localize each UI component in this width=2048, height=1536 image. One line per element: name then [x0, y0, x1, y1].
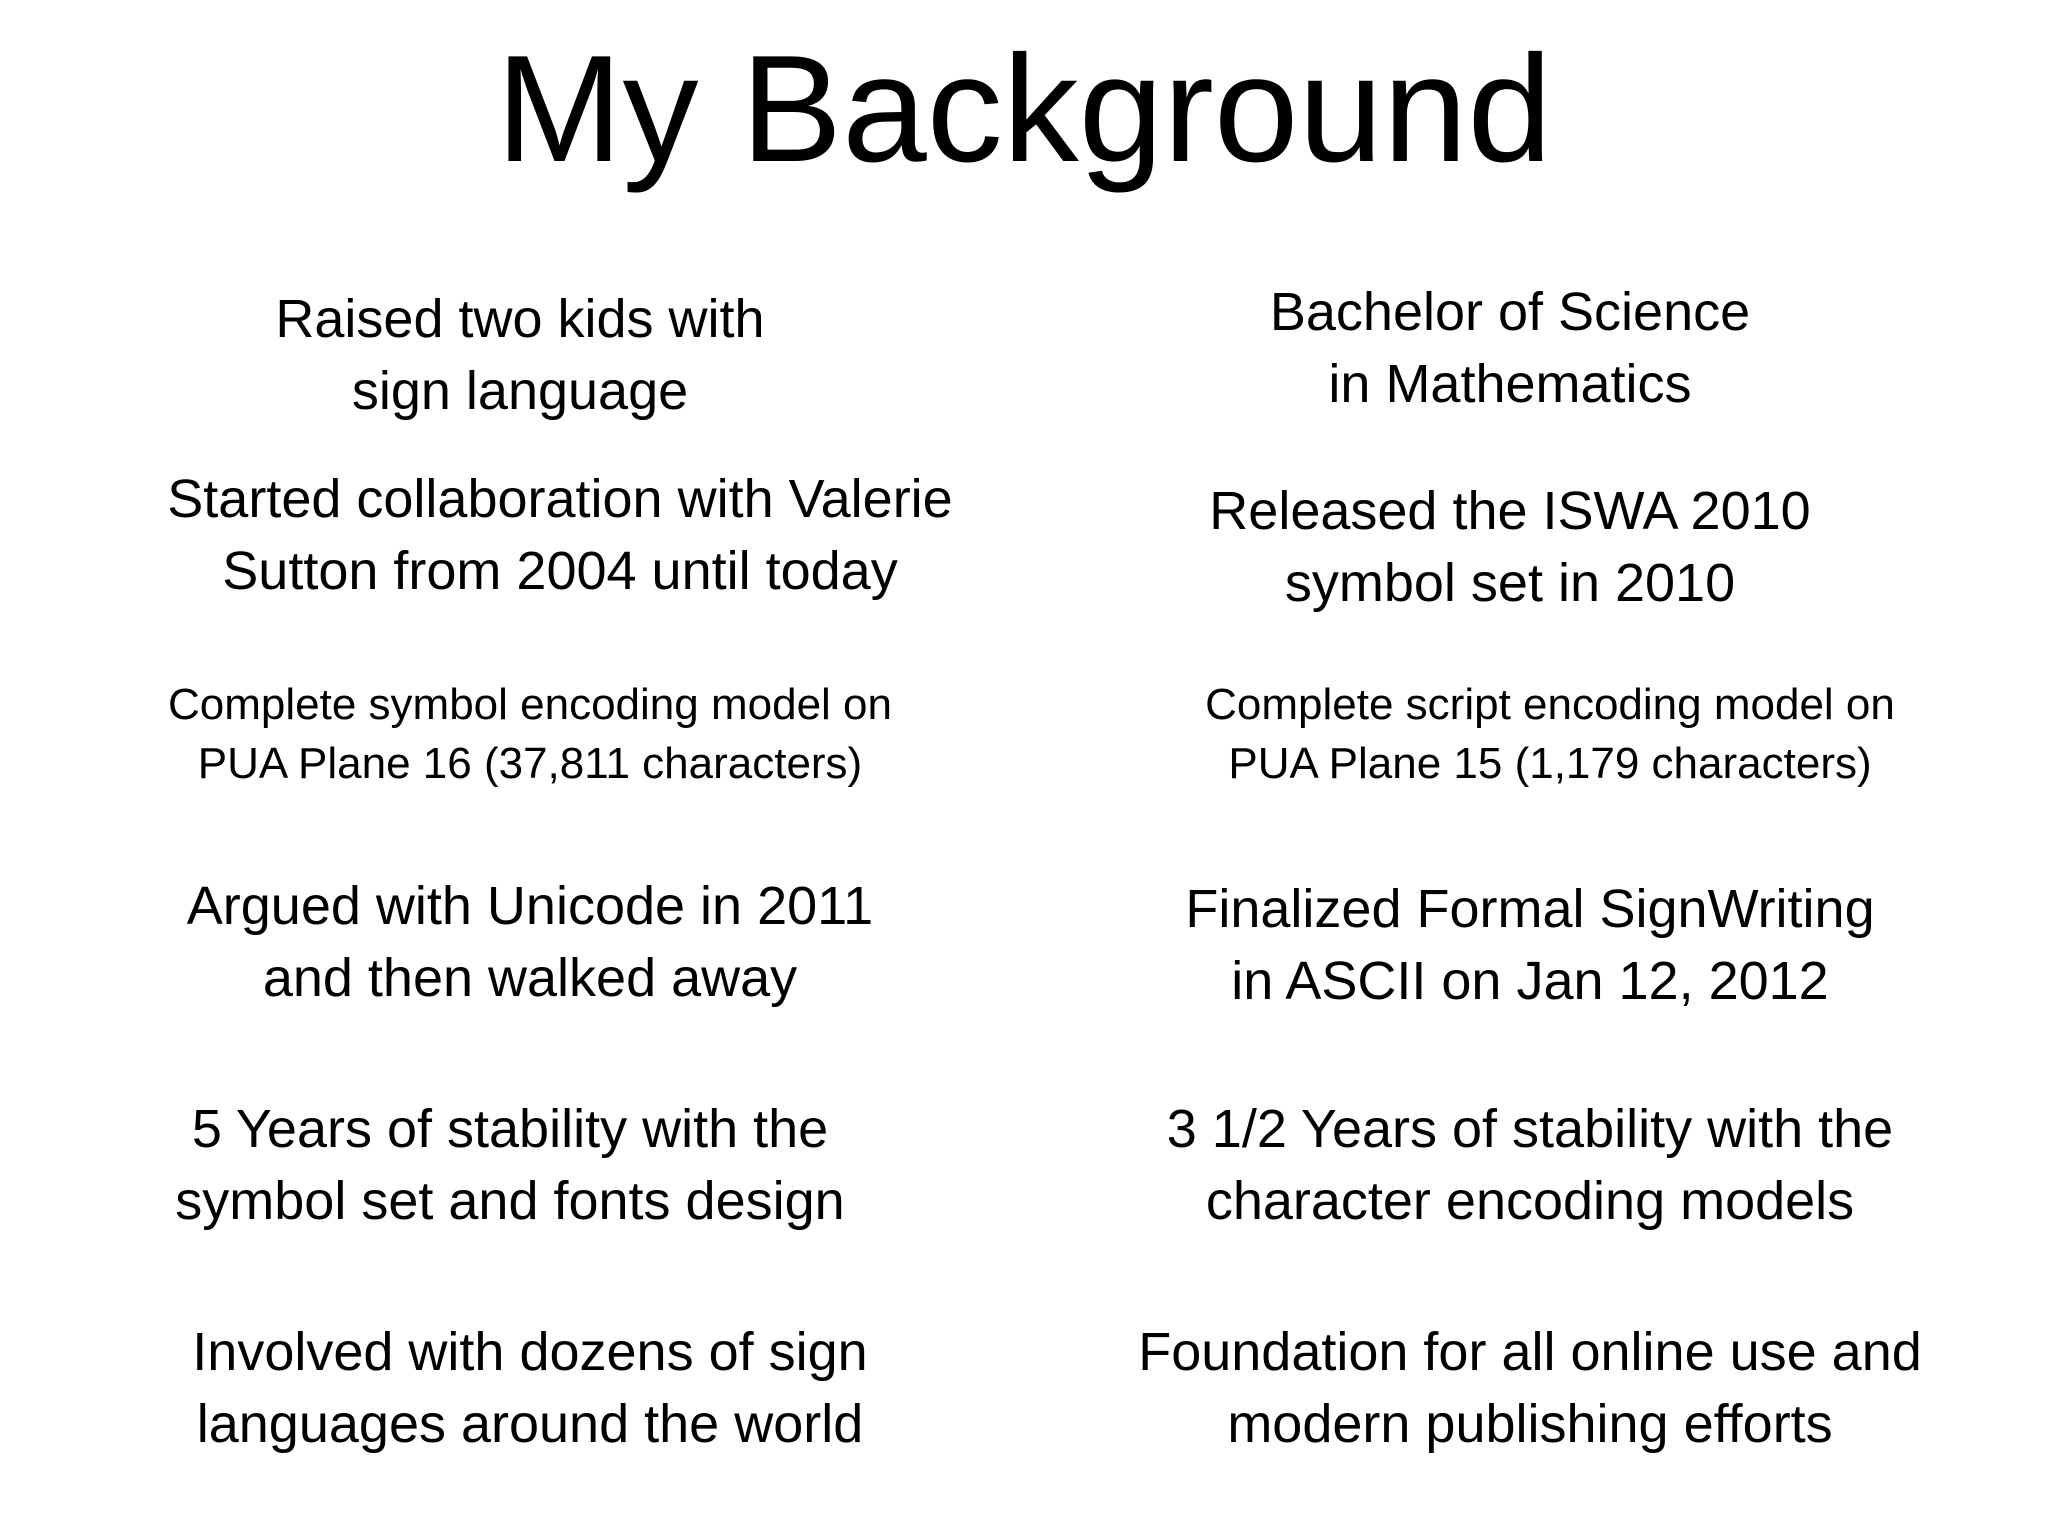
left-item-sign-languages-line1: Involved with dozens of sign	[192, 1322, 868, 1382]
left-item-symbol-encoding-line1: Complete symbol encoding model on	[168, 680, 892, 729]
left-item-stability-line2: symbol set and fonts design	[175, 1171, 845, 1231]
left-item-symbol-encoding	[80, 675, 980, 793]
right-item-bachelor	[1100, 276, 1920, 420]
left-item-unicode-line2: and then walked away	[262, 948, 798, 1008]
left-item-collaboration	[80, 463, 1040, 607]
right-item-encoding-stability-line2: character encoding models	[1205, 1171, 1855, 1231]
left-item-sign-languages	[100, 1316, 960, 1460]
right-item-formal-signwriting-line2: in ASCII on Jan 12, 2012	[1231, 951, 1829, 1011]
left-item-stability-line1: 5 Years of stability with the	[191, 1099, 829, 1159]
left-item-collaboration-line2: Sutton from 2004 until today	[222, 541, 898, 601]
left-item-sign-languages-line2: languages around the world	[196, 1394, 864, 1454]
slide-title: My Background	[495, 24, 1553, 194]
left-item-symbol-encoding-line2: PUA Plane 16 (37,811 characters)	[197, 739, 863, 788]
right-item-encoding-stability-line1: 3 1/2 Years of stability with the	[1166, 1099, 1894, 1159]
right-item-script-encoding-line2: PUA Plane 15 (1,179 characters)	[1228, 739, 1872, 788]
left-item-raised-kids-line1: Raised two kids with	[275, 289, 765, 349]
left-item-raised-kids	[120, 283, 920, 427]
left-item-stability	[90, 1093, 930, 1237]
right-item-bachelor-line1: Bachelor of Science	[1269, 282, 1751, 342]
right-item-foundation	[1060, 1316, 2000, 1460]
right-item-formal-signwriting-line1: Finalized Formal SignWriting	[1185, 879, 1875, 939]
right-item-formal-signwriting	[1080, 873, 1980, 1017]
left-item-raised-kids-line2: sign language	[351, 361, 689, 421]
right-item-foundation-line1: Foundation for all online use and	[1138, 1322, 1922, 1382]
right-item-script-encoding	[1100, 675, 2000, 793]
right-item-iswa-line1: Released the ISWA 2010	[1209, 481, 1811, 541]
left-item-unicode	[100, 870, 960, 1014]
right-item-foundation-line2: modern publishing efforts	[1227, 1394, 1833, 1454]
right-item-iswa	[1100, 475, 1920, 619]
right-item-iswa-line2: symbol set in 2010	[1284, 553, 1736, 613]
right-item-encoding-stability	[1080, 1093, 1980, 1237]
left-item-collaboration-line1: Started collaboration with Valerie	[167, 469, 953, 529]
right-item-bachelor-line2: in Mathematics	[1328, 354, 1692, 414]
left-item-unicode-line1: Argued with Unicode in 2011	[186, 876, 874, 936]
right-item-script-encoding-line1: Complete script encoding model on	[1205, 680, 1895, 729]
